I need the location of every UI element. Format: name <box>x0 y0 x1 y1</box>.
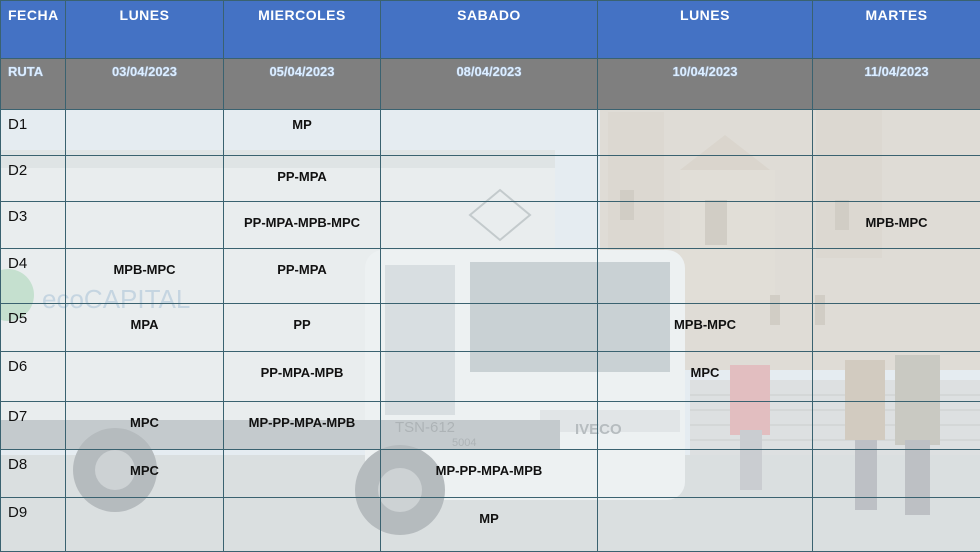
table-row <box>1 498 980 552</box>
schedule-cell: PP-MPA-MPB <box>224 352 381 402</box>
schedule-cell <box>381 304 598 352</box>
route-label: D8 <box>1 450 66 498</box>
schedule-cell <box>813 498 980 552</box>
schedule-cell: MPB-MPC <box>598 304 813 352</box>
schedule-cell <box>381 202 598 249</box>
route-label: D4 <box>1 249 66 304</box>
date-header: 11/04/2023 <box>813 59 980 110</box>
table-row <box>1 202 980 249</box>
schedule-cell: MP-PP-MPA-MPB <box>381 450 598 498</box>
date-row <box>1 59 980 110</box>
schedule-cell <box>813 249 980 304</box>
date-header: 03/04/2023 <box>66 59 224 110</box>
schedule-cell <box>381 110 598 156</box>
schedule-cell <box>598 156 813 202</box>
schedule-cell <box>598 110 813 156</box>
schedule-cell: MP <box>224 110 381 156</box>
schedule-cell: MPB-MPC <box>813 202 980 249</box>
schedule-cell <box>813 352 980 402</box>
schedule-cell: MPB-MPC <box>66 249 224 304</box>
route-label: D1 <box>1 110 66 156</box>
schedule-cell <box>813 450 980 498</box>
date-header: 08/04/2023 <box>381 59 598 110</box>
route-label: D5 <box>1 304 66 352</box>
schedule-cell <box>66 202 224 249</box>
day-header: SABADO <box>381 1 598 59</box>
schedule-cell <box>381 249 598 304</box>
schedule-cell: PP <box>224 304 381 352</box>
schedule-cell <box>598 249 813 304</box>
schedule-cell: MPA <box>66 304 224 352</box>
schedule-cell: MP <box>381 498 598 552</box>
route-label: D9 <box>1 498 66 552</box>
schedule-cell <box>224 450 381 498</box>
schedule-cell <box>66 110 224 156</box>
table-row <box>1 304 980 352</box>
route-label: D6 <box>1 352 66 402</box>
day-header: MIERCOLES <box>224 1 381 59</box>
schedule-cell: MP-PP-MPA-MPB <box>224 402 381 450</box>
schedule-cell <box>598 498 813 552</box>
schedule-cell <box>66 156 224 202</box>
schedule-cell <box>381 352 598 402</box>
fecha-header: FECHA <box>1 1 66 59</box>
header-row <box>1 1 980 59</box>
table-row <box>1 110 980 156</box>
schedule-cell: PP-MPA-MPB-MPC <box>224 202 381 249</box>
table-row <box>1 156 980 202</box>
schedule-cell <box>224 498 381 552</box>
date-header: 05/04/2023 <box>224 59 381 110</box>
schedule-cell <box>381 402 598 450</box>
schedule-cell <box>598 450 813 498</box>
schedule-cell <box>66 498 224 552</box>
schedule-cell <box>598 202 813 249</box>
date-header: 10/04/2023 <box>598 59 813 110</box>
schedule-cell <box>598 402 813 450</box>
schedule-cell <box>813 304 980 352</box>
schedule-cell: MPC <box>66 450 224 498</box>
ruta-header: RUTA <box>1 59 66 110</box>
schedule-cell: MPC <box>66 402 224 450</box>
table-row <box>1 352 980 402</box>
route-label: D2 <box>1 156 66 202</box>
day-header: MARTES <box>813 1 980 59</box>
schedule-cell <box>381 156 598 202</box>
route-label: D3 <box>1 202 66 249</box>
schedule-cell <box>66 352 224 402</box>
schedule-cell <box>813 156 980 202</box>
table-row <box>1 402 980 450</box>
table-row <box>1 450 980 498</box>
schedule-cell <box>813 402 980 450</box>
route-label: D7 <box>1 402 66 450</box>
day-header: LUNES <box>66 1 224 59</box>
day-header: LUNES <box>598 1 813 59</box>
schedule-cell <box>813 110 980 156</box>
schedule-cell: MPC <box>598 352 813 402</box>
schedule-cell: PP-MPA <box>224 249 381 304</box>
table-row <box>1 249 980 304</box>
schedule-cell: PP-MPA <box>224 156 381 202</box>
